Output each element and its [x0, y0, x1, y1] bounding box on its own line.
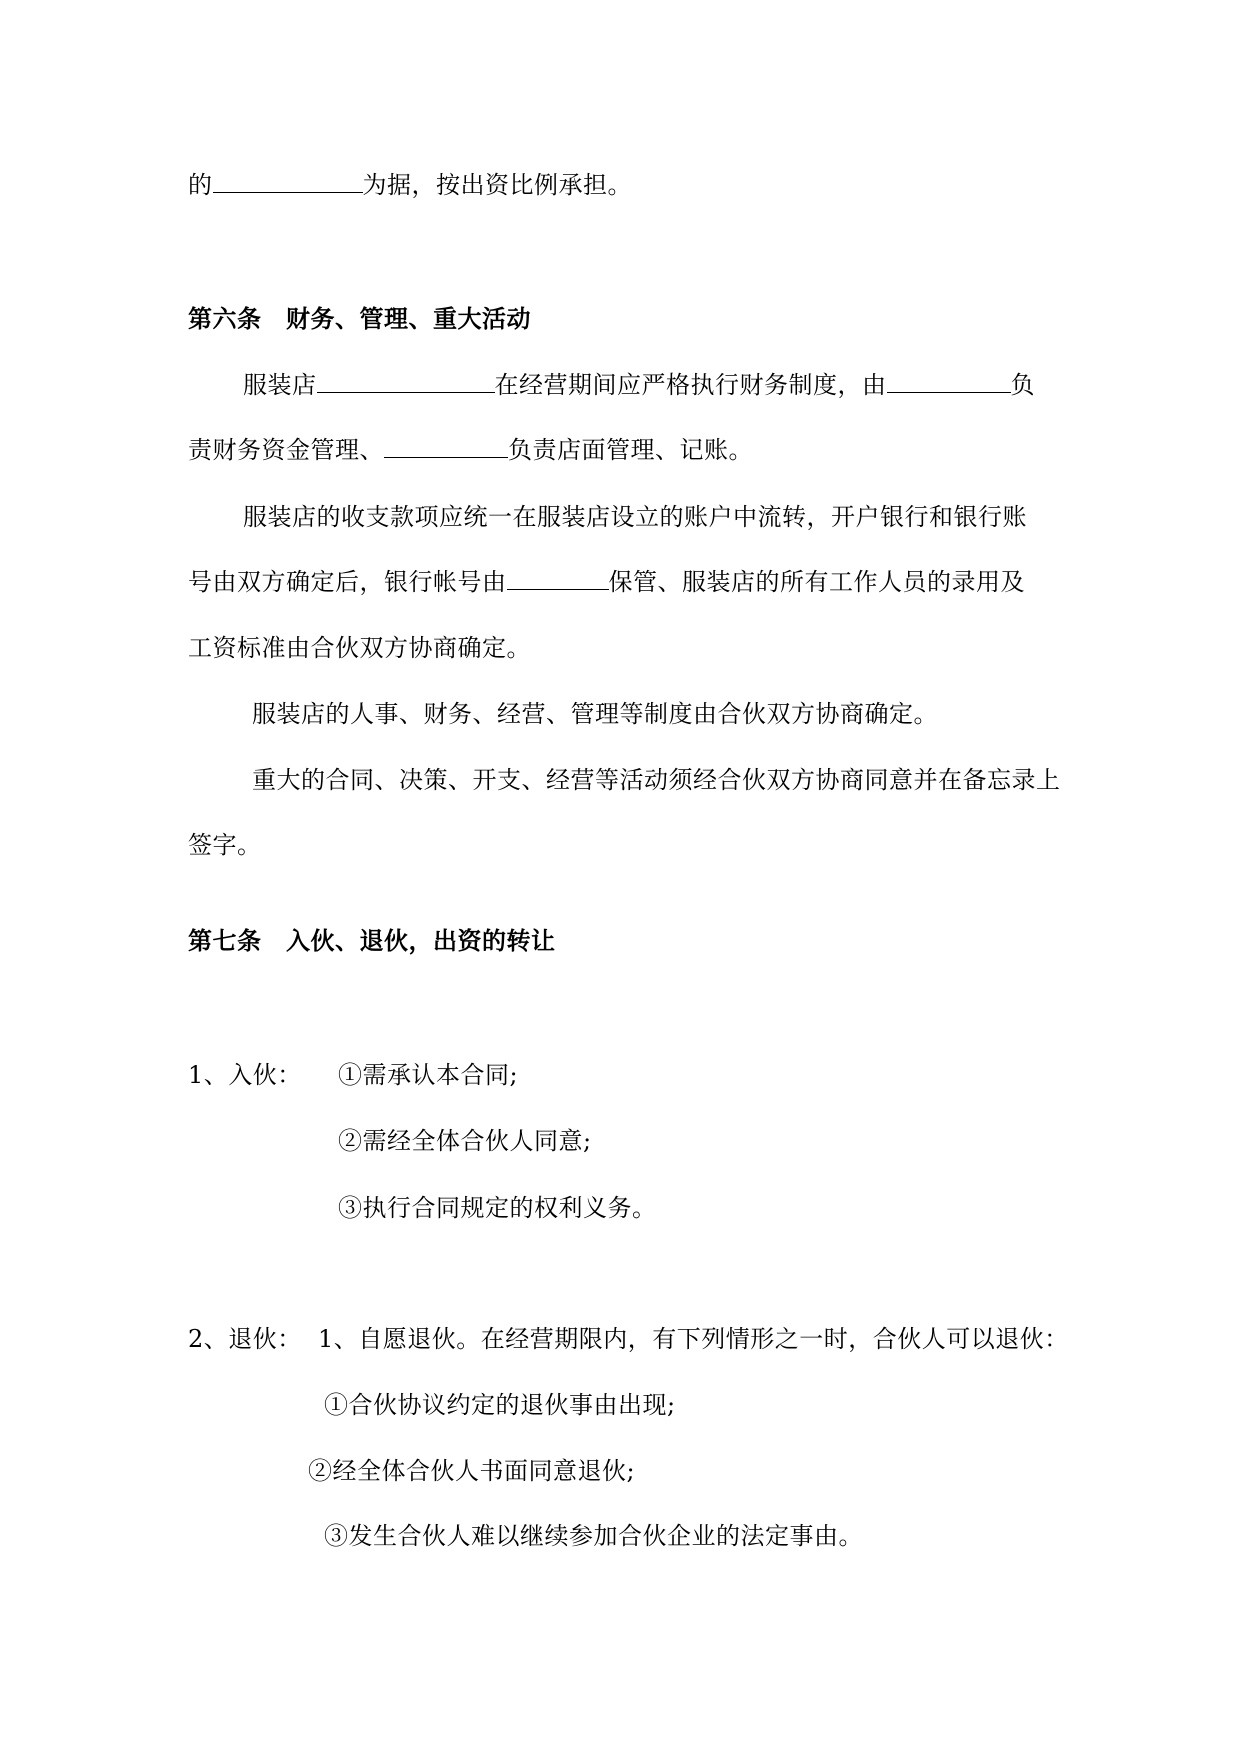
paragraph-line: 工资标准由合伙双方协商确定。 — [188, 634, 531, 662]
text: 负 — [1010, 371, 1035, 399]
text: 责财务资金管理、 — [188, 436, 384, 464]
article-7-heading: 第七条 入伙、退伙，出资的转让 — [188, 926, 556, 955]
fill-in-blank — [507, 567, 609, 590]
text: 号由双方确定后，银行帐号由 — [188, 568, 507, 596]
paragraph-line: 重大的合同、决策、开支、经营等活动须经合伙双方协商同意并在备忘录上 — [252, 766, 1061, 794]
fill-in-blank — [384, 435, 508, 458]
paragraph-line — [188, 565, 1025, 599]
text: 的 — [188, 171, 213, 199]
paragraph-line: 签字。 — [188, 831, 262, 859]
list-item: ②需经全体合伙人同意; — [338, 1127, 592, 1155]
text: 服装店 — [243, 371, 317, 399]
paragraph-line: 服装店的收支款项应统一在服装店设立的账户中流转，开户银行和银行账 — [243, 503, 1027, 531]
paragraph-line — [243, 368, 1035, 402]
fill-in-blank — [887, 370, 1011, 393]
list-item: ③发生合伙人难以继续参加合伙企业的法定事由。 — [324, 1522, 863, 1550]
paragraph-line — [188, 433, 753, 467]
text: 保管、服装店的所有工作人员的录用及 — [608, 568, 1025, 596]
list-item: ①合伙协议约定的退伙事由出现; — [324, 1391, 676, 1419]
list-label: 1、入伙： — [188, 1061, 302, 1089]
fill-in-blank — [213, 170, 363, 193]
fill-in-blank — [317, 370, 495, 393]
list-label: 2、退伙： — [188, 1325, 302, 1353]
text: 负责店面管理、记账。 — [508, 436, 753, 464]
paragraph-line — [188, 168, 632, 202]
paragraph-line: 服装店的人事、财务、经营、管理等制度由合伙双方协商确定。 — [252, 700, 938, 728]
article-6-heading: 第六条 财务、管理、重大活动 — [188, 304, 531, 333]
list-item: ③执行合同规定的权利义务。 — [338, 1194, 657, 1222]
list-item: 1、自愿退伙。在经营期限内，有下列情形之一时，合伙人可以退伙： — [318, 1325, 1069, 1353]
text: 在经营期间应严格执行财务制度，由 — [494, 371, 887, 399]
list-item: ②经全体合伙人书面同意退伙; — [308, 1457, 636, 1485]
text: 为据，按出资比例承担。 — [362, 171, 632, 199]
list-item: ①需承认本合同; — [338, 1061, 519, 1089]
